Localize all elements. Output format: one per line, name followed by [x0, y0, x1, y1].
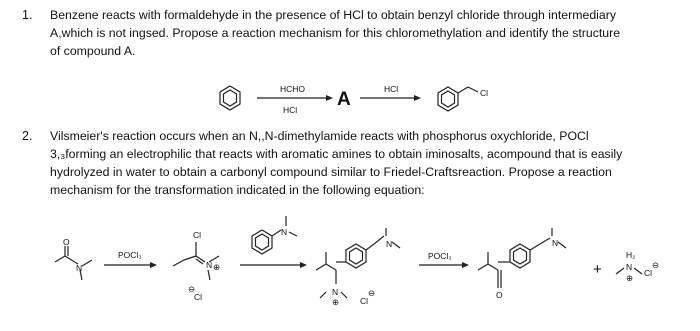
question-1-text: Benzene reacts with formaldehyde in the presence of HCl to obtain benzyl chloride through intermediary A,which is not ingsed. Propose a reaction mechanism for this chloromethylation and identify the structure of compound A.: [50, 8, 621, 58]
scheme-2: [55, 216, 659, 307]
iminium-salt-icon: [316, 228, 400, 307]
reagent-hcho: HCHO: [280, 84, 306, 94]
amine-N: N: [626, 262, 633, 272]
anion-charge: ⊖: [188, 284, 196, 294]
salt-iminium-plus: ⊕: [332, 297, 340, 307]
benzene-ring-icon: [220, 86, 240, 110]
amine-anion-charge: ⊖: [652, 260, 660, 270]
salt-aniline-N: N: [386, 239, 393, 249]
ammonium-salt-icon: [616, 250, 659, 283]
salt-anion-charge: ⊖: [368, 288, 376, 298]
arrowhead-3: [150, 262, 157, 268]
amine-H2: H₂: [626, 250, 636, 260]
question-1-number: 1.: [22, 8, 33, 22]
aldehyde-aniline-N: N: [552, 238, 559, 248]
amine-plus: ⊕: [626, 273, 634, 283]
reagent-hcl-below: HCl: [283, 105, 298, 115]
reagent-pocl3-1: POCl₃: [118, 250, 142, 260]
question-2-number: 2.: [22, 129, 33, 143]
vilsmeier-reagent-icon: [173, 230, 220, 302]
arrowhead-2: [414, 95, 421, 101]
reagent-pocl3-2: POCl₃: [428, 251, 452, 261]
dmf-O: O: [63, 237, 70, 247]
intermediate-A: A: [337, 89, 351, 110]
benzyl-chloride-icon: [438, 87, 488, 111]
arrowhead-4: [300, 262, 307, 268]
iminium-Cl: Cl: [193, 230, 202, 240]
dimethylaniline-icon: [252, 216, 297, 254]
chloride-Cl: Cl: [194, 292, 203, 302]
aniline-N: N: [281, 227, 288, 237]
iminium-plus: ⊕: [213, 262, 221, 272]
arrowhead-1: [326, 95, 333, 101]
aldehyde-product-icon: [478, 228, 566, 300]
cl-atom-label: Cl: [480, 88, 489, 98]
salt-Cl: Cl: [360, 296, 369, 306]
dmf-structure-icon: [55, 237, 92, 280]
plus-sign: +: [593, 261, 602, 278]
salt-iminium-N: N: [332, 287, 339, 297]
question-2-text: Vilsmeier's reaction occurs when an N,,N-dimethylamide reacts with phosphorus oxychloride, POCl 3,₃forming an electrophilic that reacts with aromatic amines to obtain iminosalts, acompound that is easily hydrolyzed in water to obtain a carbonyl compound similar to Friedel-Craftsreaction. Propose a reaction mechanism for the transformation indicated in the following equation:: [50, 129, 623, 197]
amine-Cl: Cl: [644, 268, 653, 278]
reagent-hcl: HCl: [384, 84, 399, 94]
arrowhead-5: [462, 262, 469, 268]
scheme-1: [220, 84, 488, 115]
dmf-N: N: [76, 263, 83, 273]
iminium-N: N: [206, 260, 213, 270]
aldehyde-O: O: [496, 290, 503, 300]
